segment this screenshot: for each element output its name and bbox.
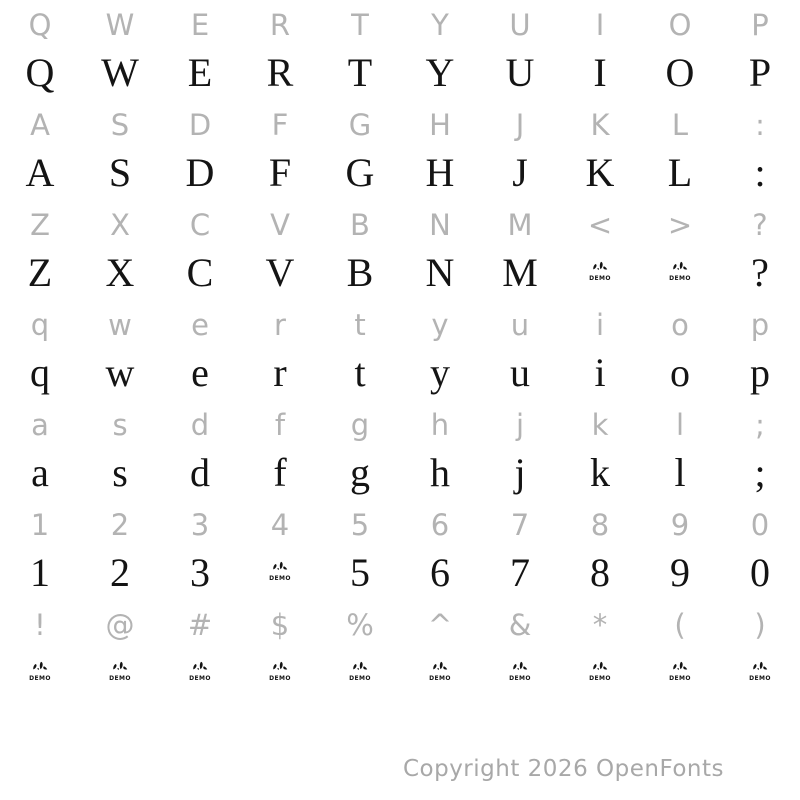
reference-glyph: p (750, 308, 770, 342)
reference-line (0, 503, 800, 547)
reference-glyph: 5 (350, 508, 370, 542)
reference-glyph: N (429, 208, 451, 242)
keyboard-row-6 (0, 503, 800, 603)
specimen-glyph: q (30, 350, 50, 395)
reference-glyph: * (592, 608, 608, 642)
specimen-glyph: ; (754, 450, 766, 495)
reference-glyph: P (751, 8, 769, 42)
demo-label: DEMO (589, 275, 611, 283)
reference-glyph: ? (752, 208, 768, 242)
demo-placeholder (109, 661, 131, 682)
demo-placeholder (429, 661, 451, 682)
specimen-glyph: w (105, 350, 135, 395)
reference-line (0, 3, 800, 47)
reference-glyph: l (675, 408, 685, 442)
reference-glyph: h (430, 408, 450, 442)
specimen-glyph: p (750, 350, 770, 395)
glyph-grid (0, 3, 800, 703)
specimen-glyph: 1 (30, 550, 50, 595)
fleuron-leaf-icon (269, 661, 290, 674)
demo-restricted-glyph (480, 647, 560, 703)
demo-restricted-glyph (560, 647, 640, 703)
reference-glyph: e (191, 308, 209, 342)
specimen-glyph: S (108, 150, 132, 195)
reference-glyph: ; (755, 408, 765, 442)
specimen-glyph: N (425, 250, 455, 295)
demo-restricted-glyph (80, 647, 160, 703)
reference-glyph: f (274, 408, 286, 442)
specimen-glyph: d (190, 450, 210, 495)
demo-placeholder (29, 661, 51, 682)
reference-glyph: < (587, 208, 613, 242)
demo-restricted-glyph (560, 247, 640, 303)
demo-label: DEMO (589, 675, 611, 683)
fleuron-leaf-icon (589, 661, 610, 674)
reference-glyph: t (354, 308, 366, 342)
reference-glyph: T (351, 8, 369, 42)
reference-glyph: ^ (427, 608, 453, 642)
reference-glyph: ! (34, 608, 46, 642)
demo-label: DEMO (109, 675, 131, 683)
specimen-glyph: e (191, 350, 209, 395)
fleuron-leaf-icon (669, 261, 690, 274)
specimen-glyph: y (430, 350, 450, 395)
demo-placeholder (269, 661, 291, 682)
reference-glyph: Z (30, 208, 50, 242)
specimen-glyph: 5 (350, 550, 370, 595)
reference-glyph: ) (754, 608, 766, 642)
keyboard-row-1 (0, 3, 800, 103)
specimen-glyph: 3 (190, 550, 210, 595)
specimen-glyph: 8 (590, 550, 610, 595)
specimen-glyph: j (514, 450, 526, 495)
demo-label: DEMO (749, 675, 771, 683)
fleuron-leaf-icon (749, 661, 770, 674)
reference-glyph: 1 (30, 508, 50, 542)
specimen-line (0, 447, 800, 503)
reference-line (0, 603, 800, 647)
keyboard-row-7 (0, 603, 800, 703)
specimen-glyph: W (101, 50, 139, 95)
specimen-glyph: F (268, 150, 292, 195)
reference-glyph: y (431, 308, 449, 342)
reference-line (0, 303, 800, 347)
demo-label: DEMO (349, 675, 371, 683)
specimen-line (0, 547, 800, 603)
demo-label: DEMO (509, 675, 531, 683)
specimen-glyph: g (350, 450, 370, 495)
fleuron-leaf-icon (669, 661, 690, 674)
demo-restricted-glyph (160, 647, 240, 703)
reference-glyph: K (590, 108, 610, 142)
demo-placeholder (669, 261, 691, 282)
specimen-glyph: B (346, 250, 374, 295)
specimen-glyph: 9 (670, 550, 690, 595)
specimen-glyph: Y (425, 50, 455, 95)
reference-glyph: ( (674, 608, 686, 642)
specimen-glyph: T (347, 50, 373, 95)
reference-glyph: B (350, 208, 370, 242)
demo-restricted-glyph (720, 647, 800, 703)
reference-glyph: r (274, 308, 286, 342)
reference-glyph: @ (105, 608, 135, 642)
demo-label: DEMO (269, 575, 291, 583)
specimen-glyph: Z (27, 250, 53, 295)
specimen-glyph: E (187, 50, 213, 95)
reference-glyph: W (105, 8, 135, 42)
specimen-glyph: ? (751, 250, 769, 295)
reference-glyph: $ (270, 608, 290, 642)
specimen-glyph: C (186, 250, 214, 295)
reference-glyph: 9 (670, 508, 690, 542)
demo-label: DEMO (669, 275, 691, 283)
demo-label: DEMO (269, 675, 291, 683)
keyboard-row-4 (0, 303, 800, 403)
demo-label: DEMO (429, 675, 451, 683)
reference-glyph: U (509, 8, 531, 42)
specimen-glyph: H (425, 150, 455, 195)
specimen-glyph: X (105, 250, 135, 295)
fleuron-leaf-icon (349, 661, 370, 674)
specimen-glyph: i (594, 350, 606, 395)
specimen-glyph: 7 (510, 550, 530, 595)
fleuron-leaf-icon (269, 561, 290, 574)
demo-restricted-glyph (640, 247, 720, 303)
reference-line (0, 403, 800, 447)
specimen-glyph: I (593, 50, 607, 95)
specimen-glyph: J (512, 150, 528, 195)
specimen-glyph: k (590, 450, 610, 495)
specimen-glyph: s (112, 450, 128, 495)
demo-restricted-glyph (240, 647, 320, 703)
demo-restricted-glyph (0, 647, 80, 703)
reference-glyph: g (350, 408, 370, 442)
demo-placeholder (349, 661, 371, 682)
specimen-glyph: r (273, 350, 287, 395)
reference-glyph: 0 (750, 508, 770, 542)
reference-glyph: d (190, 408, 210, 442)
keyboard-row-2 (0, 103, 800, 203)
reference-glyph: H (429, 108, 451, 142)
reference-glyph: Q (28, 8, 52, 42)
demo-restricted-glyph (400, 647, 480, 703)
specimen-glyph: h (430, 450, 450, 495)
reference-glyph: 2 (110, 508, 130, 542)
reference-glyph: I (595, 8, 605, 42)
fleuron-leaf-icon (29, 661, 50, 674)
specimen-glyph: Q (25, 50, 55, 95)
fleuron-leaf-icon (429, 661, 450, 674)
specimen-glyph: u (510, 350, 530, 395)
keyboard-row-3 (0, 203, 800, 303)
reference-glyph: 6 (430, 508, 450, 542)
specimen-glyph: f (273, 450, 287, 495)
reference-glyph: G (348, 108, 372, 142)
demo-placeholder (189, 661, 211, 682)
copyright-text: Copyright 2026 OpenFonts (402, 756, 724, 782)
specimen-glyph: : (754, 150, 766, 195)
specimen-glyph: R (266, 50, 294, 95)
reference-line (0, 203, 800, 247)
reference-glyph: F (271, 108, 289, 142)
specimen-glyph: D (185, 150, 215, 195)
specimen-glyph: 0 (750, 550, 770, 595)
reference-glyph: i (595, 308, 605, 342)
reference-glyph: # (187, 608, 213, 642)
demo-restricted-glyph (320, 647, 400, 703)
fleuron-leaf-icon (509, 661, 530, 674)
reference-glyph: % (346, 608, 374, 642)
specimen-line (0, 347, 800, 403)
reference-glyph: O (668, 8, 692, 42)
demo-restricted-glyph (640, 647, 720, 703)
reference-glyph: s (112, 408, 128, 442)
demo-placeholder (589, 661, 611, 682)
specimen-glyph: M (502, 250, 538, 295)
specimen-line (0, 47, 800, 103)
reference-glyph: C (189, 208, 211, 242)
specimen-glyph: l (674, 450, 686, 495)
fleuron-leaf-icon (109, 661, 130, 674)
reference-glyph: q (30, 308, 50, 342)
specimen-glyph: P (748, 50, 772, 95)
reference-glyph: E (190, 8, 210, 42)
demo-placeholder (509, 661, 531, 682)
demo-placeholder (749, 661, 771, 682)
specimen-glyph: A (25, 150, 55, 195)
reference-glyph: S (110, 108, 130, 142)
reference-glyph: V (270, 208, 290, 242)
specimen-glyph: t (354, 350, 366, 395)
specimen-glyph: U (505, 50, 535, 95)
demo-placeholder (669, 661, 691, 682)
reference-glyph: w (108, 308, 132, 342)
reference-glyph: u (510, 308, 530, 342)
specimen-glyph: L (667, 150, 693, 195)
specimen-glyph: O (665, 50, 695, 95)
demo-placeholder (589, 261, 611, 282)
specimen-glyph: 2 (110, 550, 130, 595)
reference-glyph: 8 (590, 508, 610, 542)
reference-glyph: > (667, 208, 693, 242)
fleuron-leaf-icon (589, 261, 610, 274)
specimen-line (0, 647, 800, 703)
reference-glyph: : (755, 108, 765, 142)
reference-glyph: k (591, 408, 609, 442)
reference-glyph: J (515, 108, 525, 142)
reference-glyph: A (30, 108, 50, 142)
demo-restricted-glyph (240, 547, 320, 603)
reference-glyph: 7 (510, 508, 530, 542)
fleuron-leaf-icon (189, 661, 210, 674)
reference-glyph: j (515, 408, 525, 442)
reference-glyph: 3 (190, 508, 210, 542)
reference-glyph: L (671, 108, 689, 142)
specimen-glyph: K (585, 150, 615, 195)
keyboard-row-5 (0, 403, 800, 503)
reference-glyph: 4 (270, 508, 290, 542)
demo-placeholder (269, 561, 291, 582)
reference-glyph: a (31, 408, 49, 442)
reference-line (0, 103, 800, 147)
reference-glyph: & (508, 608, 532, 642)
demo-label: DEMO (189, 675, 211, 683)
specimen-glyph: G (345, 150, 375, 195)
demo-label: DEMO (29, 675, 51, 683)
reference-glyph: Y (431, 8, 449, 42)
specimen-glyph: o (670, 350, 690, 395)
specimen-glyph: 6 (430, 550, 450, 595)
reference-glyph: X (110, 208, 130, 242)
demo-label: DEMO (669, 675, 691, 683)
reference-glyph: R (269, 8, 291, 42)
reference-glyph: M (507, 208, 533, 242)
specimen-line (0, 247, 800, 303)
specimen-line (0, 147, 800, 203)
reference-glyph: o (671, 308, 689, 342)
specimen-glyph: V (265, 250, 295, 295)
specimen-glyph: a (31, 450, 49, 495)
reference-glyph: D (188, 108, 212, 142)
